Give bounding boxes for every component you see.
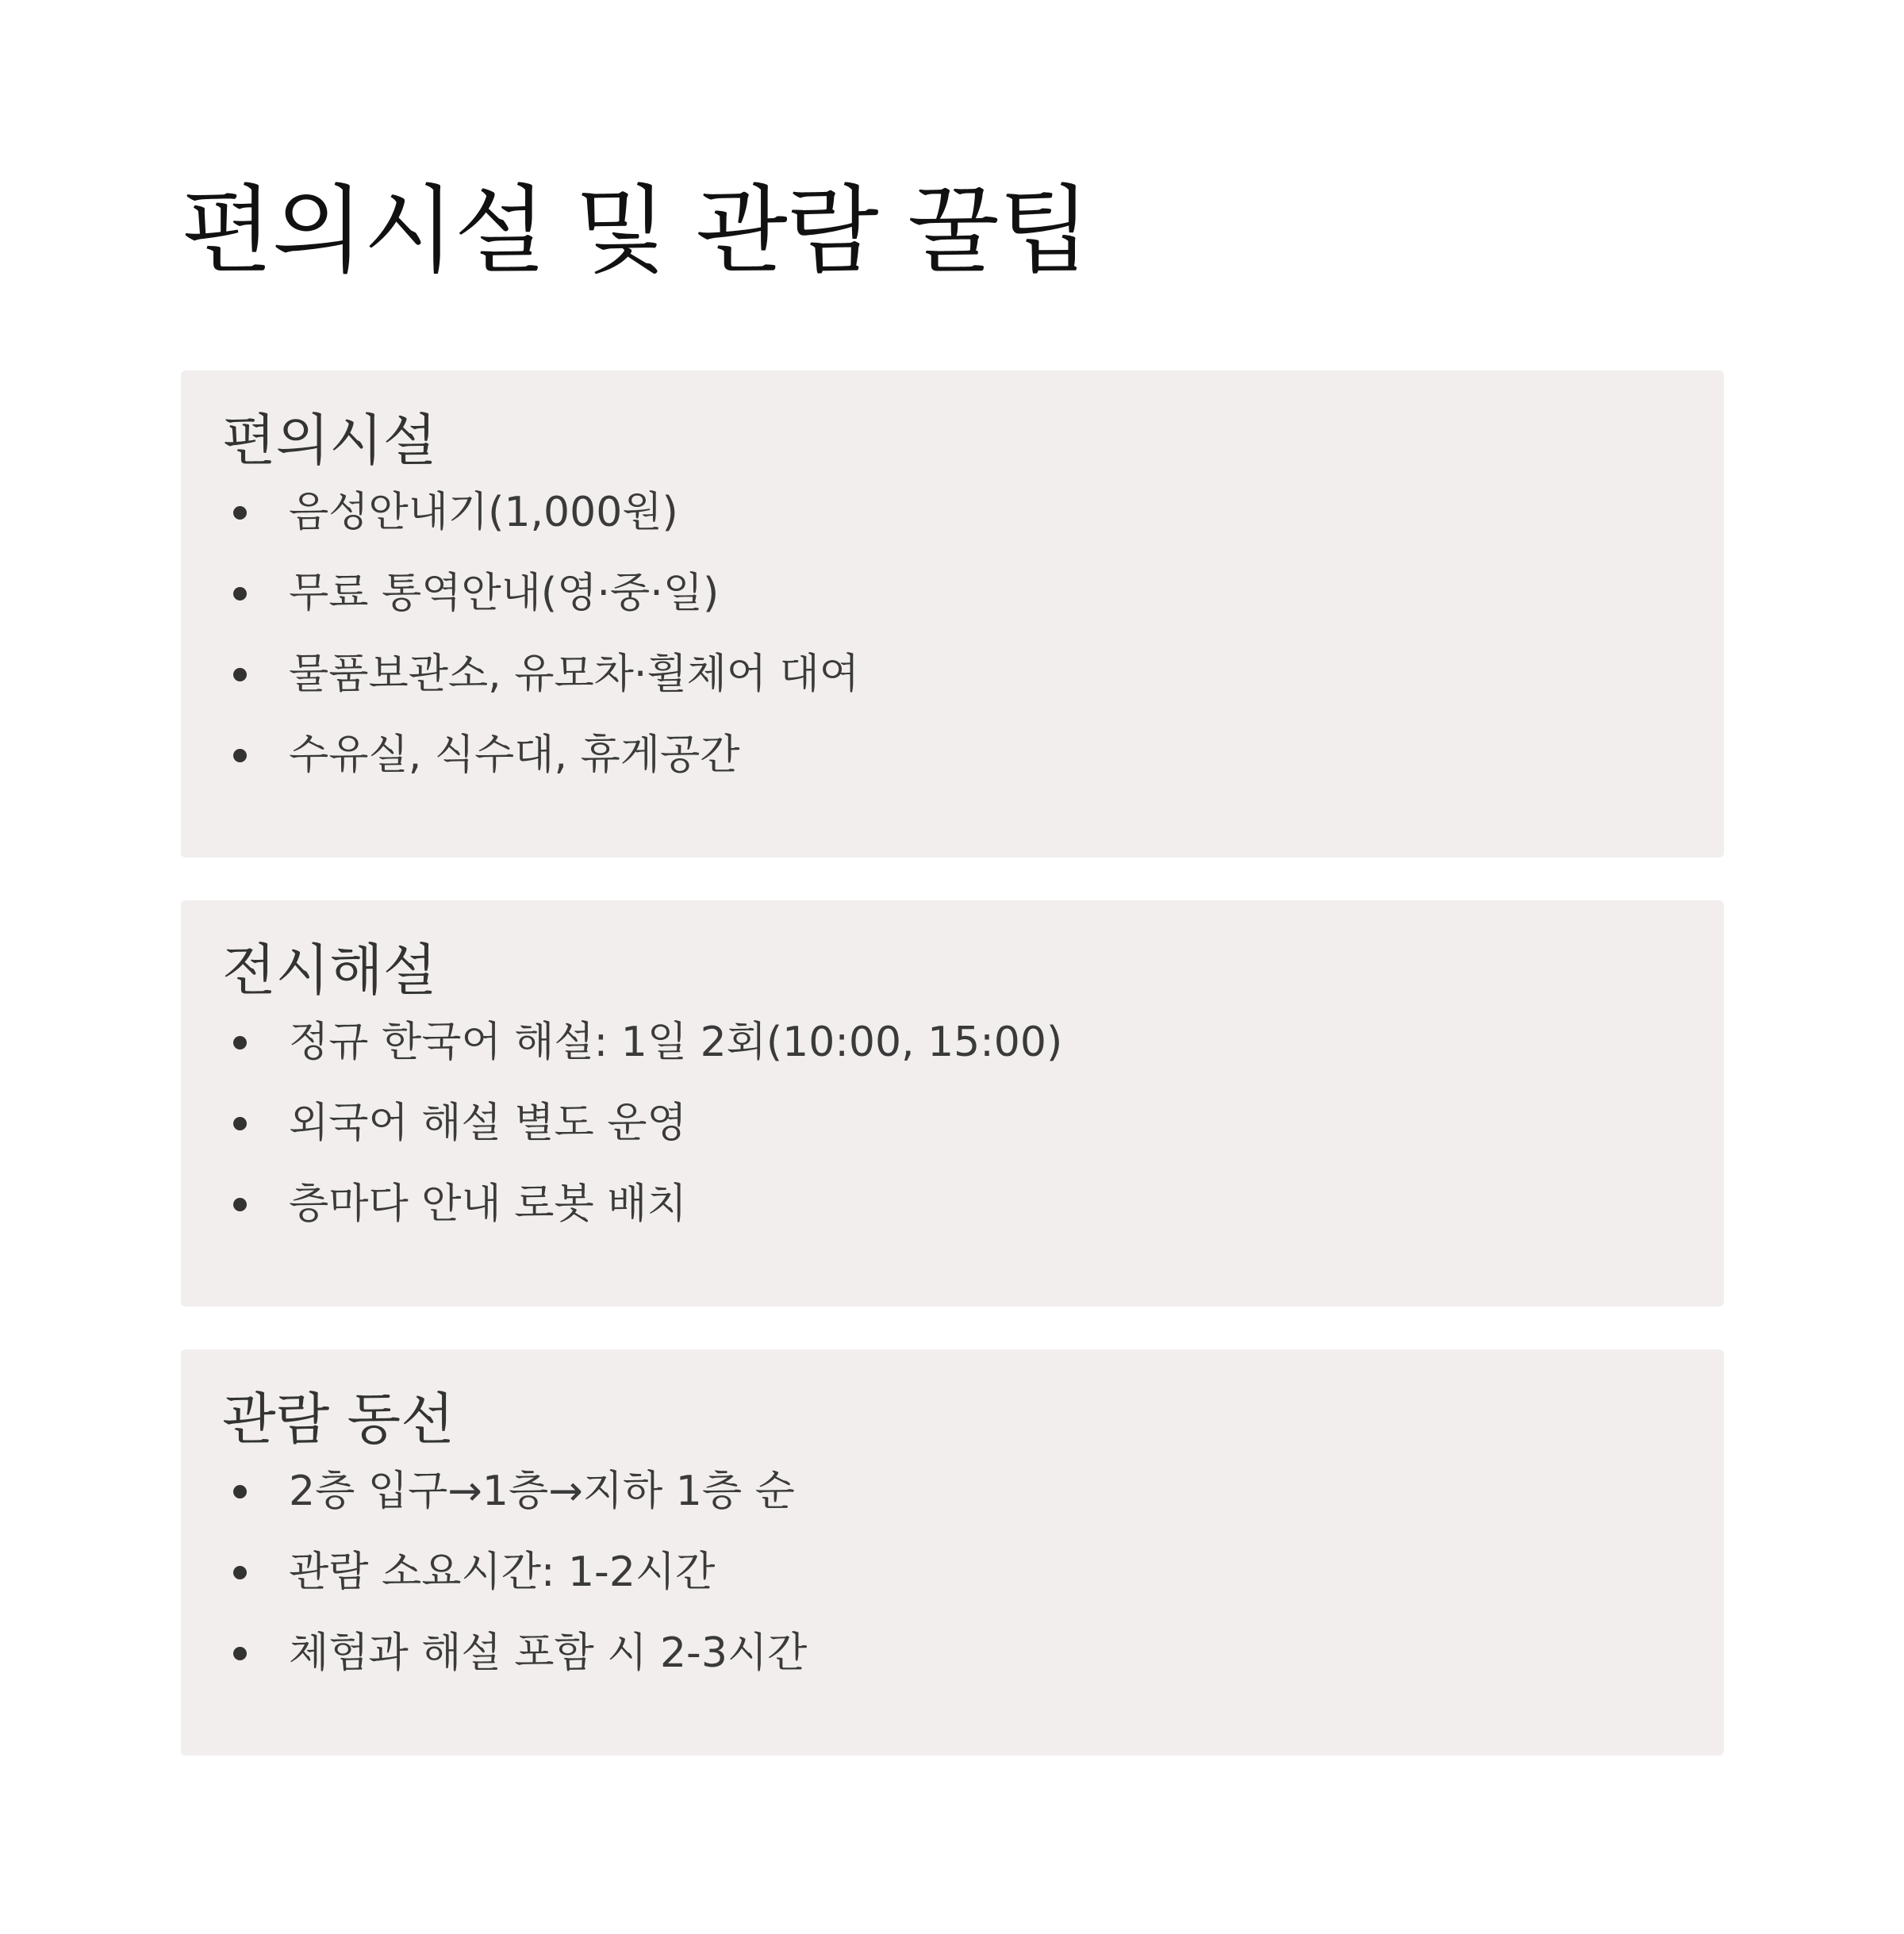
list-item-text: 정규 한국어 해설: 1일 2회(10:00, 15:00) [289, 1019, 1063, 1066]
bullet-icon [233, 1117, 247, 1130]
bullet-icon [233, 1566, 247, 1579]
list-item-text: 관람 소요시간: 1-2시간 [289, 1548, 716, 1596]
list-item-text: 층마다 안내 로봇 배치 [289, 1180, 687, 1228]
guide-heading: 전시해설 [222, 938, 437, 1003]
bullet-icon [233, 1036, 247, 1050]
list-item-text: 물품보관소, 유모차·휠체어 대여 [289, 650, 860, 698]
route-heading: 관람 동선 [222, 1387, 455, 1452]
guide-list [181, 1002, 1724, 1245]
facilities-heading: 편의시설 [222, 408, 437, 473]
list-item [181, 472, 1724, 553]
list-item-text: 수유실, 식수대, 휴게공간 [289, 731, 740, 779]
bullet-icon [233, 1485, 247, 1498]
page-title: 편의시설 및 관람 꿀팁 [181, 176, 1090, 286]
list-item [181, 1532, 1724, 1613]
route-card [181, 1349, 1724, 1756]
list-item [181, 553, 1724, 634]
list-item [181, 1083, 1724, 1164]
list-item [181, 1613, 1724, 1694]
list-item [181, 1164, 1724, 1245]
bullet-icon [233, 1198, 247, 1211]
facilities-list [181, 472, 1724, 796]
bullet-icon [233, 587, 247, 601]
bullet-icon [233, 749, 247, 762]
bullet-icon [233, 1647, 247, 1660]
list-item-text: 체험과 해설 포함 시 2-3시간 [289, 1629, 808, 1677]
list-item [181, 715, 1724, 796]
list-item [181, 1002, 1724, 1083]
bullet-icon [233, 506, 247, 520]
route-list [181, 1451, 1724, 1694]
guide-card [181, 900, 1724, 1307]
list-item-text: 음성안내기(1,000원) [289, 489, 678, 536]
facilities-card [181, 370, 1724, 858]
list-item [181, 634, 1724, 715]
list-item-text: 무료 통역안내(영·중·일) [289, 570, 720, 617]
list-item-text: 외국어 해설 별도 운영 [289, 1099, 687, 1147]
list-item [181, 1451, 1724, 1532]
list-item-text: 2층 입구→1층→지하 1층 순 [289, 1468, 795, 1515]
bullet-icon [233, 668, 247, 681]
